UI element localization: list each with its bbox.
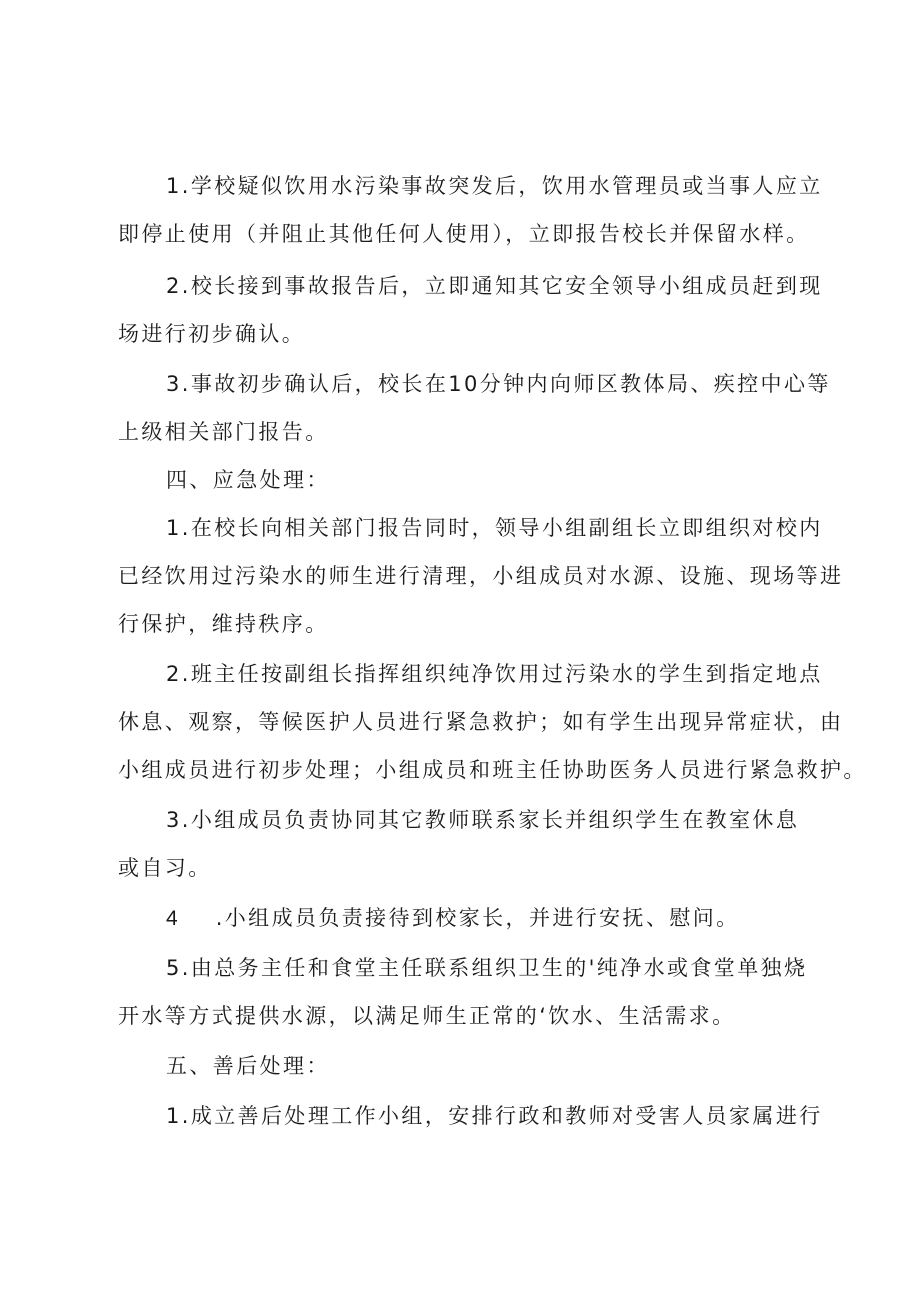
heading-text: 四、应急处理： — [166, 468, 330, 492]
line-text: .小组成员负责接待到校家长，并进行安抚、慰问。 — [215, 906, 740, 930]
text-line: 5.由总务主任和食堂主任联系组织卫生的'纯净水或食堂单独烧 — [166, 956, 808, 980]
text-line: 或自习。 — [118, 856, 212, 880]
heading-text: 五、善后处理： — [166, 1054, 330, 1078]
text-line: 1.成立善后处理工作小组，安排行政和教师对受害人员家属进行 — [166, 1104, 823, 1128]
paragraph-emergency-4 — [118, 898, 838, 939]
text-line: 场进行初步确认。 — [118, 322, 306, 346]
section-heading-aftermath — [118, 1046, 838, 1086]
paragraph-report-2 — [118, 266, 838, 354]
paragraph-report-3 — [118, 364, 838, 452]
section-heading-emergency — [118, 460, 838, 500]
paragraph-emergency-5 — [118, 948, 838, 1036]
paragraph-emergency-2 — [118, 654, 867, 790]
text-line: 开水等方式提供水源，以满足师生正常的‘饮水、生活需求。 — [118, 1004, 736, 1028]
text-line: 2.校长接到事故报告后，立即通知其它安全领导小组成员赶到现 — [166, 274, 823, 298]
text-line: 3.小组成员负责协同其它教师联系家长并组织学生在教室休息 — [166, 808, 800, 832]
text-line: 小组成员进行初步处理；小组成员和班主任协助医务人员进行紧急救护。 — [118, 758, 867, 782]
text-line: 即停止使用（并阻止其他任何人使用），立即报告校长并保留水样。 — [118, 222, 810, 246]
text-line: 休息、观察，等候医护人员进行紧急救护；如有学生出现异常症状，由 — [118, 710, 844, 734]
text-line: 3.事故初步确认后，校长在10分钟内向师区教体局、疾控中心等 — [166, 372, 831, 396]
text-line: 已经饮用过污染水的师生进行清理，小组成员对水源、设施、现场等进 — [118, 564, 844, 588]
text-line: 1.学校疑似饮用水污染事故突发后，饮用水管理员或当事人应立 — [166, 174, 823, 198]
paragraph-aftermath-1 — [118, 1096, 838, 1136]
text-line — [118, 898, 838, 939]
paragraph-emergency-3 — [118, 800, 838, 888]
text-line: 上级相关部门报告。 — [118, 420, 329, 444]
paragraph-report-1 — [118, 166, 838, 254]
text-line: 行保护，维持秩序。 — [118, 612, 329, 636]
text-line: 1.在校长向相关部门报告同时，领导小组副组长立即组织对校内 — [166, 516, 823, 540]
paragraph-emergency-1 — [118, 508, 844, 644]
list-number: 4 — [166, 907, 178, 930]
text-line: 2.班主任按副组长指挥组织纯净饮用过污染水的学生到指定地点 — [166, 662, 823, 686]
